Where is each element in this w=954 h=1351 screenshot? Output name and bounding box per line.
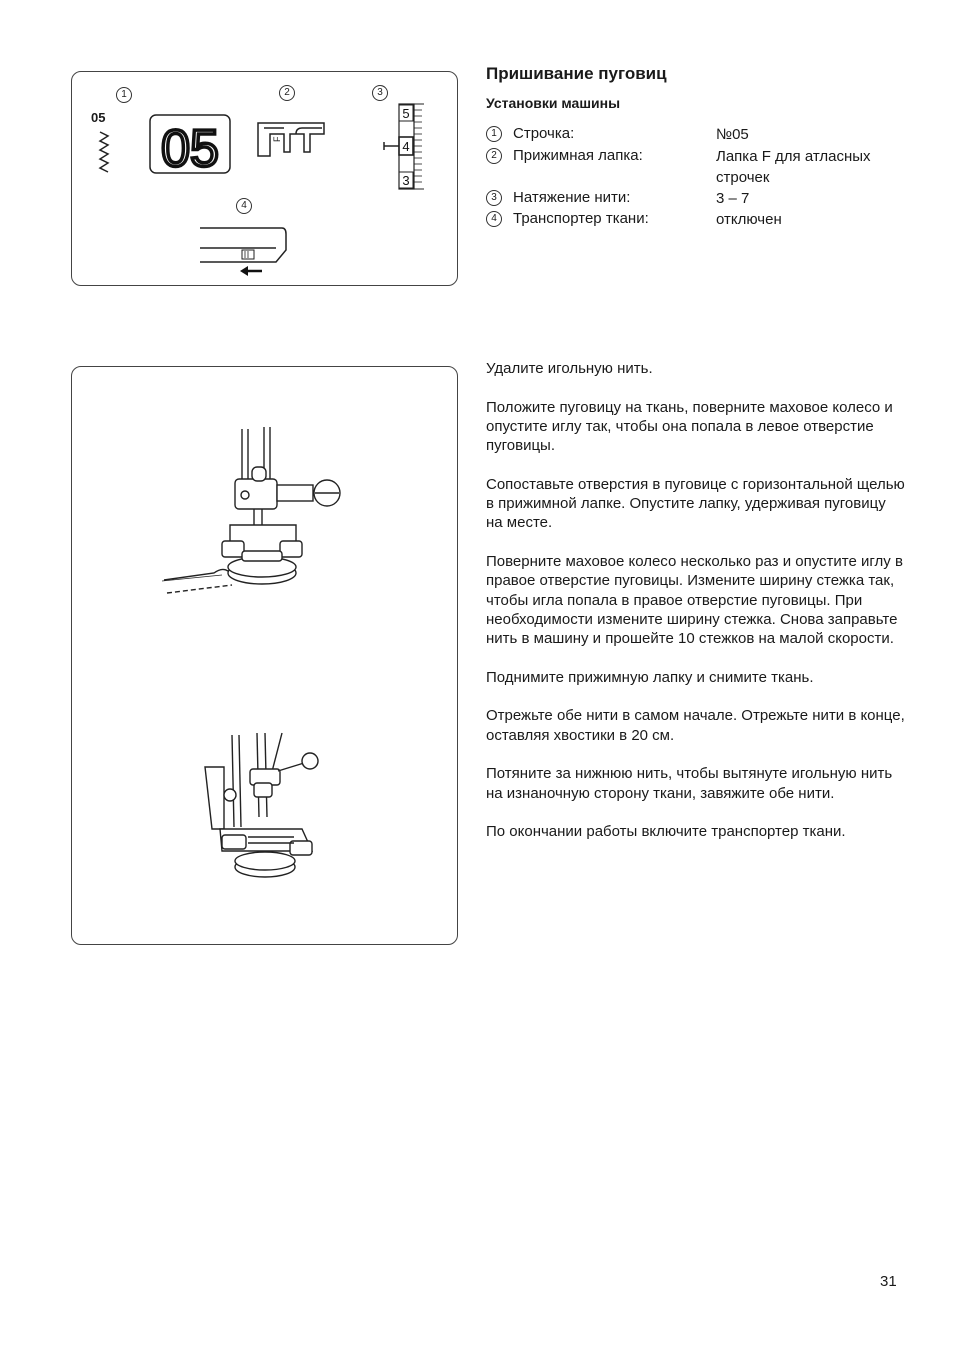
instruction-paragraph: Поверните маховое колесо несколько раз и опустите иглу в правое отверстие пуговицы. Измените ширину стежка так, чтобы игла попала в правое отверстие пуговицы. При необходимости измените ширину стежка. Снова заправьте нить в машину и прошейте 10 стежков на малой скорости. [486,552,903,648]
illustration-panel [71,366,458,945]
setting-number: 3 [486,190,502,206]
instruction-paragraph: Поднимите прижимную лапку и снимите ткань. [486,668,814,686]
setting-label: Натяжение нити: [513,189,631,206]
foot-letter: F [272,136,282,142]
setting-value: отключен [716,211,782,228]
callout-4: 4 [236,198,252,214]
pattern-number-label: 05 [91,110,106,125]
setting-label: Прижимная лапка: [513,147,643,164]
tension-mark-3: 3 [402,173,410,188]
instruction-paragraph: По окончании работы включите транспортер ткани. [486,823,846,841]
presser-foot-angled-illustration [205,733,318,877]
setting-number: 2 [486,148,502,164]
instruction-paragraph: Отрежьте обе нити в самом начале. Отрежьте нити в конце, оставляя хвостики в 20 см. [486,707,905,744]
zigzag-stitch-icon [100,132,108,172]
setting-value: Лапка F для атласных строчек [716,148,871,186]
setting-number: 1 [486,126,502,142]
button-sewing-illustrations [72,367,457,944]
tension-mark-5: 5 [402,106,410,121]
section-subtitle: Установки машины [486,95,621,111]
callout-3: 3 [372,85,388,101]
instruction-paragraph: Положите пуговицу на ткань, поверните маховое колесо и опустите иглу так, чтобы она попала в левое отверстие пуговицы. [486,398,893,455]
presser-foot-f-icon [258,123,324,156]
instructions [486,359,906,861]
setting-value: №05 [716,126,749,143]
setting-number: 4 [486,211,502,227]
arrow-left-icon [240,266,262,276]
instruction-paragraph: Потяните за нижнюю нить, чтобы вытянуте игольную нить на изнаночную сторону ткани, завяжите обе нити. [486,765,893,802]
instruction-paragraph: Сопоставьте отверстия в пуговице с горизонтальной щелью в прижимной лапке. Опустите лапку, удерживая пуговицу на месте. [486,475,905,532]
lcd-digits: 05 [161,120,219,178]
setting-value: 3 – 7 [716,190,750,207]
page-number: 31 [880,1273,897,1290]
presser-foot-front-illustration [162,427,340,593]
setting-label: Строчка: [513,125,575,142]
setting-label: Транспортер ткани: [513,210,649,227]
section-title: Пришивание пуговиц [486,64,667,83]
settings-diagram [72,72,457,285]
callout-2: 2 [279,85,295,101]
callout-1: 1 [116,87,132,103]
machine-settings-panel [71,71,458,286]
tension-mark-4: 4 [402,139,410,154]
instruction-paragraph: Удалите игольную нить. [486,360,653,377]
feed-dog-lever [200,228,286,262]
